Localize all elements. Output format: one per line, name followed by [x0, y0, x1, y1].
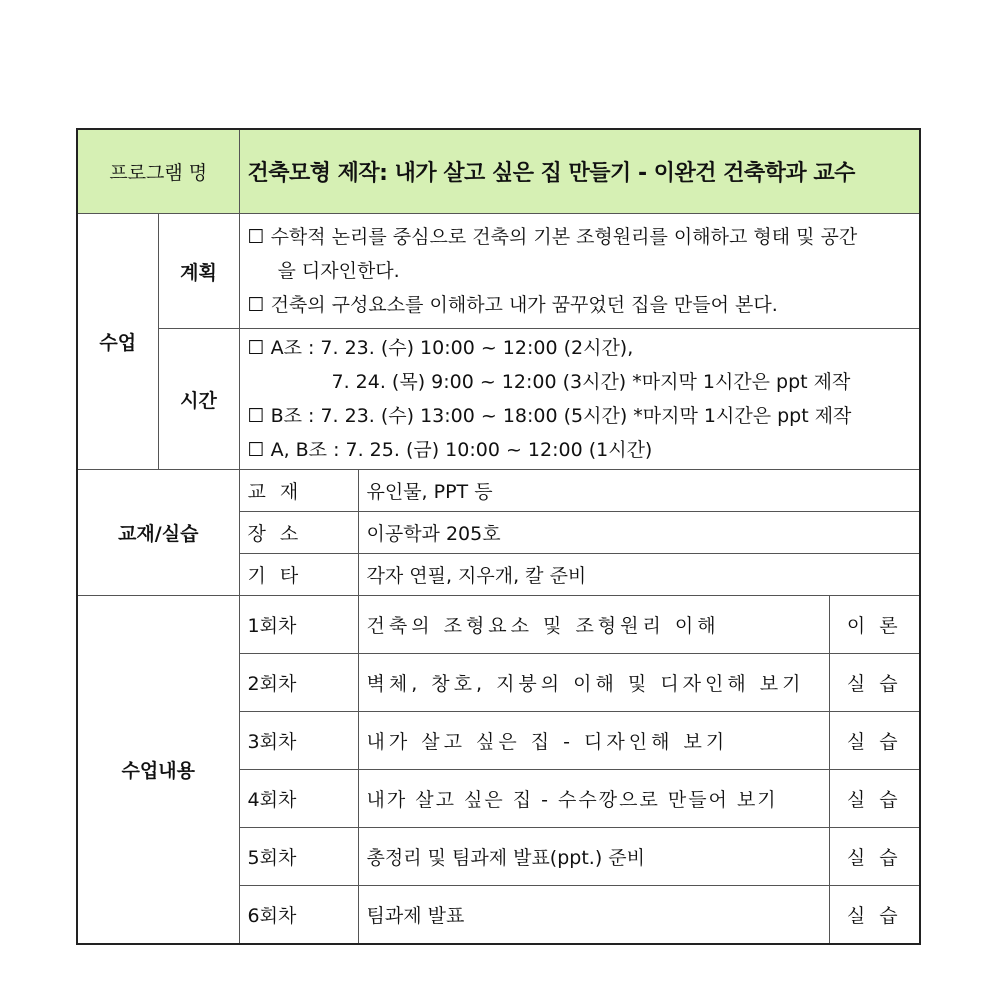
materials-value: 유인물, PPT 등	[358, 470, 920, 512]
session-topic: 내가 살고 싶은 집 - 디자인해 보기	[358, 712, 829, 770]
program-title: 건축모형 제작: 내가 살고 싶은 집 만들기 - 이완건 건축학과 교수	[239, 129, 920, 214]
plan-line: ☐ 수학적 논리를 중심으로 건축의 기본 조형원리를 이해하고 형태 및 공간	[247, 226, 858, 248]
session-round: 5회차	[239, 828, 358, 886]
time-line: 7. 24. (목) 9:00 ~ 12:00 (3시간) *마지막 1시간은 ppt 제작	[331, 371, 851, 393]
session-topic: 팀과제 발표	[358, 886, 829, 945]
session-round: 4회차	[239, 770, 358, 828]
time-line: ☐ A, B조 : 7. 25. (금) 10:00 ~ 12:00 (1시간)	[247, 439, 653, 461]
materials-key: 기 타	[239, 554, 358, 596]
materials-key: 교 재	[239, 470, 358, 512]
session-topic: 벽체, 창호, 지붕의 이해 및 디자인해 보기	[358, 654, 829, 712]
session-round: 1회차	[239, 596, 358, 654]
plan-line: 을 디자인한다.	[277, 260, 400, 282]
program-table	[76, 128, 921, 945]
time-line: ☐ A조 : 7. 23. (수) 10:00 ~ 12:00 (2시간),	[247, 337, 634, 359]
class-label: 수업	[77, 214, 158, 470]
materials-key: 장 소	[239, 512, 358, 554]
materials-label: 교재/실습	[77, 470, 239, 596]
plan-label: 계획	[158, 214, 239, 329]
materials-value: 각자 연필, 지우개, 칼 준비	[358, 554, 920, 596]
materials-row	[77, 470, 920, 512]
session-round: 3회차	[239, 712, 358, 770]
session-round: 6회차	[239, 886, 358, 945]
session-topic: 내가 살고 싶은 집 - 수수깡으로 만들어 보기	[358, 770, 829, 828]
session-type: 실 습	[829, 654, 920, 712]
plan-line: ☐ 건축의 구성요소를 이해하고 내가 꿈꾸었던 집을 만들어 본다.	[247, 294, 778, 316]
session-row	[77, 596, 920, 654]
plan-content	[239, 214, 920, 329]
time-row	[77, 329, 920, 470]
plan-row	[77, 214, 920, 329]
program-name-label: 프로그램 명	[77, 129, 239, 214]
session-type: 실 습	[829, 712, 920, 770]
header-row	[77, 129, 920, 214]
session-topic: 건축의 조형요소 및 조형원리 이해	[358, 596, 829, 654]
session-round: 2회차	[239, 654, 358, 712]
session-type: 실 습	[829, 886, 920, 945]
time-label: 시간	[158, 329, 239, 470]
materials-value: 이공학과 205호	[358, 512, 920, 554]
session-type: 실 습	[829, 770, 920, 828]
session-topic: 총정리 및 팀과제 발표(ppt.) 준비	[358, 828, 829, 886]
time-line: ☐ B조 : 7. 23. (수) 13:00 ~ 18:00 (5시간) *마지막 1시간은 ppt 제작	[247, 405, 852, 427]
time-content	[239, 329, 920, 470]
session-type: 실 습	[829, 828, 920, 886]
content-label: 수업내용	[77, 596, 239, 945]
session-type: 이 론	[829, 596, 920, 654]
